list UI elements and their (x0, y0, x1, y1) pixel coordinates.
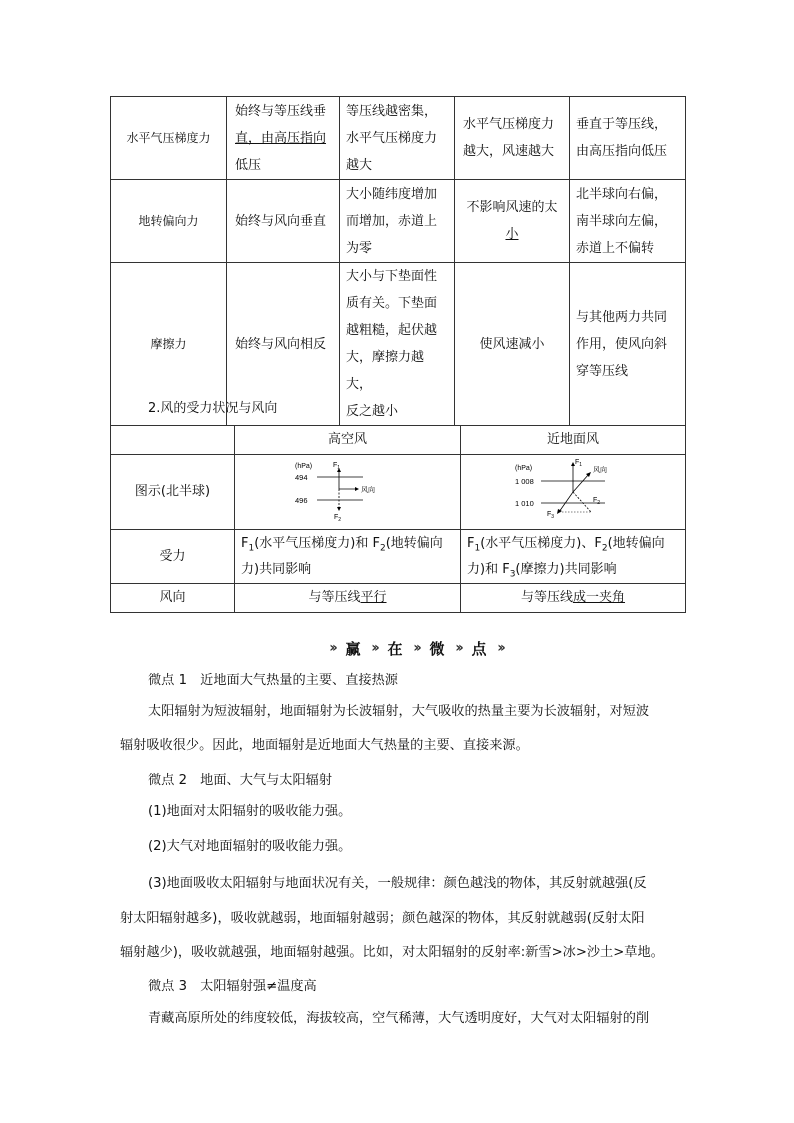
banner-char: 点 (471, 639, 487, 658)
paragraph-line: 辐射越少)，吸收就越强，地面辐射越强。比如，对太阳辐射的反射率:新雪>冰>沙土>草地。 (120, 945, 664, 960)
chevron-right-icon: ›› (371, 640, 377, 656)
wind-arrow (573, 474, 589, 492)
chevron-right-icon: ›› (455, 640, 461, 656)
chevron-right-icon: ›› (497, 640, 503, 656)
table-row (111, 530, 686, 584)
upper-wind-direction: 与等压线平行 (235, 584, 461, 613)
force-wind-direction: 与其他两力共同 作用，使风向斜 穿等压线 (570, 263, 686, 426)
unit-label: (hPa) (294, 463, 312, 470)
force-label: $F_2$ (333, 514, 341, 523)
force-label: $F_1$ (575, 459, 583, 468)
force-size: 等压线越密集， 水平气压梯度力 越大 (340, 97, 455, 180)
force-name: 水平气压梯度力 (111, 97, 227, 180)
force-size: 大小随纬度增加 而增加，赤道上 为零 (340, 180, 455, 263)
paragraph-line: (1)地面对太阳辐射的吸收能力强。 (148, 804, 352, 819)
chevron-right-icon: ›› (329, 640, 335, 656)
table-row (111, 180, 686, 263)
force-wind-direction: 北半球向右偏， 南半球向左偏， 赤道上不偏转 (570, 180, 686, 263)
wind-force-table (110, 425, 686, 613)
section-banner (326, 636, 506, 660)
row-label: 受力 (111, 530, 235, 584)
arrow-head (557, 509, 562, 514)
row-label: 风向 (111, 584, 235, 613)
force-label: $F_3$ (547, 511, 555, 520)
paragraph-line: 太阳辐射为短波辐射，地面辐射为长波辐射，大气吸收的热量主要为长波辐射，对短波 (148, 704, 650, 719)
upper-wind-diagram-cell (235, 455, 461, 530)
surface-wind-diagram-cell (461, 455, 686, 530)
point-title: 微点 2 地面、大气与太阳辐射 (148, 773, 333, 788)
force-size: 大小与下垫面性 质有关。下垫面 越粗糙，起伏越 大，摩擦力越大， 反之越小 (340, 263, 455, 426)
force-effect: 不影响风速的太 小 (455, 180, 570, 263)
paragraph-line: (3)地面吸收太阳辐射与地面状况有关，一般规律：颜色越浅的物体，其反射就越强(反 (148, 876, 647, 891)
force-name: 摩擦力 (111, 263, 227, 426)
arrow-head (337, 507, 341, 511)
upper-wind-forces: $F_1$(水平气压梯度力)和 $F_2$(地转偏向 力)共同影响 (235, 530, 461, 584)
wind-label: 风向 (593, 467, 607, 474)
point-title: 微点 1 近地面大气热量的主要、直接热源 (148, 673, 398, 688)
point-title: 微点 3 太阳辐射强≠温度高 (148, 979, 317, 994)
force-wind-direction: 垂直于等压线， 由高压指向低压 (570, 97, 686, 180)
arrow-head (355, 487, 359, 491)
force-comparison-table (110, 96, 686, 426)
force-direction: 始终与等压线垂 直，由高压指向 低压 (227, 97, 340, 180)
header-upper-wind: 高空风 (235, 426, 461, 455)
unit-label: (hPa) (515, 465, 533, 472)
upper-wind-diagram (293, 458, 403, 526)
force-direction: 始终与风向相反 (227, 263, 340, 426)
surface-wind-diagram (513, 456, 633, 528)
force-effect: 使风速减小 (455, 263, 570, 426)
chevron-right-icon: ›› (413, 640, 419, 656)
table-row (111, 584, 686, 613)
section-caption: 2.风的受力状况与风向 (148, 401, 278, 416)
isobar-label: 1 008 (515, 477, 534, 486)
surface-wind-forces: $F_1$(水平气压梯度力)、$F_2$(地转偏向 力)和 $F_3$(摩擦力)共同影响 (461, 530, 686, 584)
banner-char: 赢 (345, 639, 361, 658)
force-direction: 始终与风向垂直 (227, 180, 340, 263)
banner-char: 微 (429, 639, 445, 658)
force-label: $F_1$ (332, 462, 340, 471)
row-label: 图示(北半球) (111, 455, 235, 530)
paragraph-line: 青藏高原所处的纬度较低，海拔较高，空气稀薄，大气透明度好，大气对太阳辐射的削 (148, 1011, 650, 1026)
force-label: $F_2$ (593, 497, 601, 506)
paragraph-line: 辐射吸收很少。因此，地面辐射是近地面大气热量的主要、直接来源。 (120, 738, 529, 753)
force-arrow (573, 492, 591, 512)
isobar-label: 494 (294, 473, 308, 482)
paragraph-line: (2)大气对地面辐射的吸收能力强。 (148, 839, 352, 854)
force-name: 地转偏向力 (111, 180, 227, 263)
isobar-label: 1 010 (515, 499, 534, 508)
force-effect: 水平气压梯度力 越大，风速越大 (455, 97, 570, 180)
force-arrow (559, 492, 573, 512)
table-row (111, 455, 686, 530)
banner-char: 在 (387, 639, 403, 658)
surface-wind-direction: 与等压线成一夹角 (461, 584, 686, 613)
header-surface-wind: 近地面风 (461, 426, 686, 455)
table-header-row (111, 426, 686, 455)
table-row (111, 97, 686, 180)
wind-label: 风向 (360, 487, 375, 494)
paragraph-line: 射太阳辐射越多)，吸收就越弱，地面辐射越弱；颜色越深的物体，其反射就越弱(反射太阳 (120, 911, 645, 926)
isobar-label: 496 (294, 496, 308, 505)
